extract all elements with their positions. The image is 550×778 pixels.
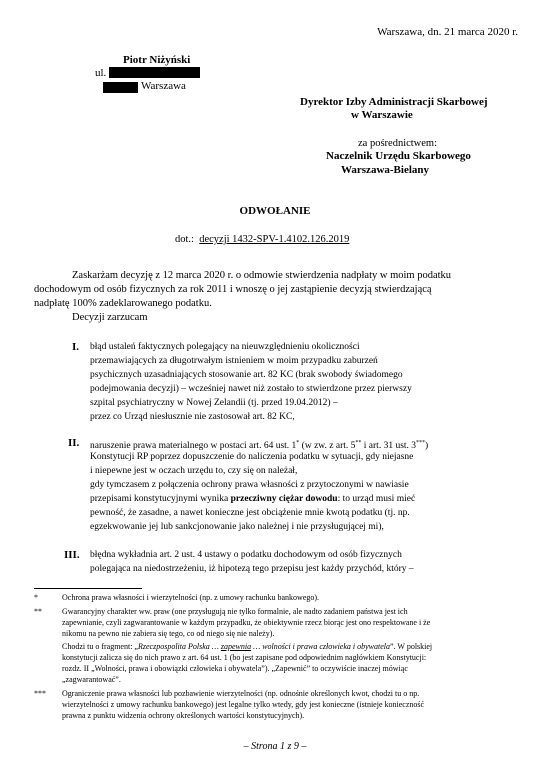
recipient-line2: w Warszawie (351, 109, 413, 121)
point-2-line: i niepewne jest w oczach urzędu to, czy się on należał, (90, 466, 298, 476)
intro-line3: nadpłatę 100% zadeklarowanego podatku. (34, 298, 212, 309)
place-date: Warszawa, dn. 21 marca 2020 r. (377, 26, 518, 38)
point-3-line: błędna wykładnia art. 2 ust. 4 ustawy o podatku dochodowym od osób fizycznych (90, 550, 402, 560)
footnote-2-line: nikomu na pewno nie zabiera się tego, co od niego się nie należy). (62, 629, 275, 638)
point-2-number: II. (68, 437, 80, 449)
point-2-text: ) (425, 441, 429, 452)
reference-line (175, 234, 349, 245)
point-2-line: pewność, że zasadne, a nawet konieczne jest obciążenie mnie kwotą podatku (tj. np. (90, 508, 410, 518)
recipient-via: za pośrednictwem: (358, 138, 438, 149)
footnote-2-line: rozdz. II „Wolności, prawa i obowiązki człowieka i obywatela”). „Zapewnić” to oczywiście inaczej mówiąc (62, 664, 408, 673)
footnote-2-line: konstytucji zalicza się do nich prawo z art. 64 ust. 1 (bo jest zapisane pod odpowiednim nagłówkiem Konstytucji: (62, 653, 427, 662)
sender-street-prefix: ul. (95, 67, 107, 79)
point-1-line: błąd ustaleń faktycznych polegający na nieuwzględnieniu okoliczności (90, 342, 360, 352)
point-2-text: i art. 31 ust. 3 (361, 441, 417, 452)
intro-line1: Zaskarżam decyzję z 12 marca 2020 r. o odmowie stwierdzenia nadpłaty w moim podatku (72, 270, 452, 281)
point-1-line: psychicznych uzasadniających stosowanie art. 82 KC (brak swobody świadomego (90, 370, 403, 380)
footnote-1: Ochrona prawa własności i wierzytelności (np. z umowy rachunku bankowego). (62, 593, 320, 602)
document-title: ODWOŁANIE (239, 205, 311, 217)
footnote-1-mark: * (34, 593, 38, 602)
recipient-line1: Dyrektor Izby Administracji Skarbowej (300, 96, 488, 108)
intro-line2: dochodowym od osób fizycznych za rok 2011 i wnoszę o jej zastąpienie decyzją stwierdzającą (34, 284, 432, 295)
footnote-3-line: Ograniczenie prawa własności lub pozbawienie wierzytelności (np. odnośnie określonych kwot, chodzi tu o np. (62, 689, 420, 698)
point-2-emphasis: przecziwny ciężar dowodu (230, 494, 338, 504)
footnote-quote: zapewnia (220, 642, 252, 651)
recipient-via-line1: Naczelnik Urzędu Skarbowego (326, 150, 471, 162)
point-2-text: naruszenie prawa materialnego w postaci art. 64 ust. 1 (90, 441, 297, 452)
point-1-line: szpital psychiatryczny w Nowej Zelandii (tj. przed 19.04.2012) – (90, 398, 338, 408)
footnote-2-line: zapewnianie, czyli zagwarantowanie w każdym przypadku, że obiektywnie rzecz biorąc jest ono respektowane i że (62, 618, 431, 627)
sender-name: Piotr Niżyński (123, 54, 191, 66)
footnote-2-quote (62, 642, 432, 652)
point-3-line: polegająca na niedostrzeżeniu, iż hipotezą tego przepisu jest każdy przychód, który – (90, 564, 414, 574)
point-1-number: I. (72, 341, 80, 353)
footnote-quote: … wolności i prawa człowieka i obywatela (251, 642, 390, 651)
point-2-line: egzekwowanie jej lub sankcjonowanie jako należnej i nie przysługującej mi), (90, 522, 384, 532)
footnote-separator (34, 588, 142, 589)
footnote-ref: * (296, 440, 300, 446)
footnote-2-line: Gwarancyjny charakter ww. praw (one przysługują nie tylko formalnie, ale nadto zadaniem państwa jest ich (62, 607, 408, 616)
footnote-3-line: wierzytelności z umowy rachunku bankowego) jest legalne tylko wtedy, gdy jest konieczne (istnieje konieczność (62, 700, 425, 709)
point-2-text: : to urząd musi mieć (337, 494, 416, 504)
footnote-3-mark: *** (34, 689, 46, 698)
footnote-3-line: prawna z punktu widzenia ochrony określonych wartości konstytucyjnych). (62, 711, 305, 720)
footnote-ref: *** (416, 440, 426, 446)
reference-prefix: dot.: (175, 234, 194, 245)
sender-city: Warszawa (141, 80, 186, 92)
point-1-line: przez co Urząd niesłusznie nie zastosował art. 82 KC, (90, 412, 295, 422)
point-3-number: III. (64, 549, 80, 561)
footnote-quote: Rzeczpospolita Polska … (137, 642, 221, 651)
footnote-text: Chodzi tu o fragment: „ (62, 642, 138, 651)
footnote-2-mark: ** (34, 607, 42, 616)
point-1-line: podejmowania decyzji) – wcześniej nawet niż zostało to stwierdzone przez pierwszy (90, 384, 412, 394)
recipient-via-line2: Warszawa-Bielany (341, 164, 429, 176)
intro-line4: Decyzji zarzucam (72, 312, 148, 323)
redacted-street (109, 67, 200, 78)
footnote-2-line: „zagwarantować”. (62, 675, 121, 684)
reference-value: decyzji 1432-SPV-1.4102.126.2019 (199, 234, 350, 245)
footnote-text: ”. W polskiej (390, 642, 433, 651)
point-2-line: gdy tymczasem z połączenia ochrony prawa własności z przytoczonymi w nawiasie (90, 480, 409, 490)
point-2-line: Konstytucji RP poprzez dopuszczenie do naliczenia podatku w sytuacji, gdy niejasne (90, 452, 414, 462)
point-2-line5 (90, 493, 415, 506)
point-1-line: przemawiających za długotrwałym istnieniem w moim przypadku zaburzeń (90, 356, 378, 366)
footnote-ref: ** (355, 440, 362, 446)
point-2-text: (w zw. z art. 5 (299, 441, 356, 452)
redacted-postcode (103, 82, 138, 93)
page-number: – Strona 1 z 9 – (243, 741, 307, 752)
point-2-text: przepisami konstytucyjnymi wynika (90, 494, 231, 504)
